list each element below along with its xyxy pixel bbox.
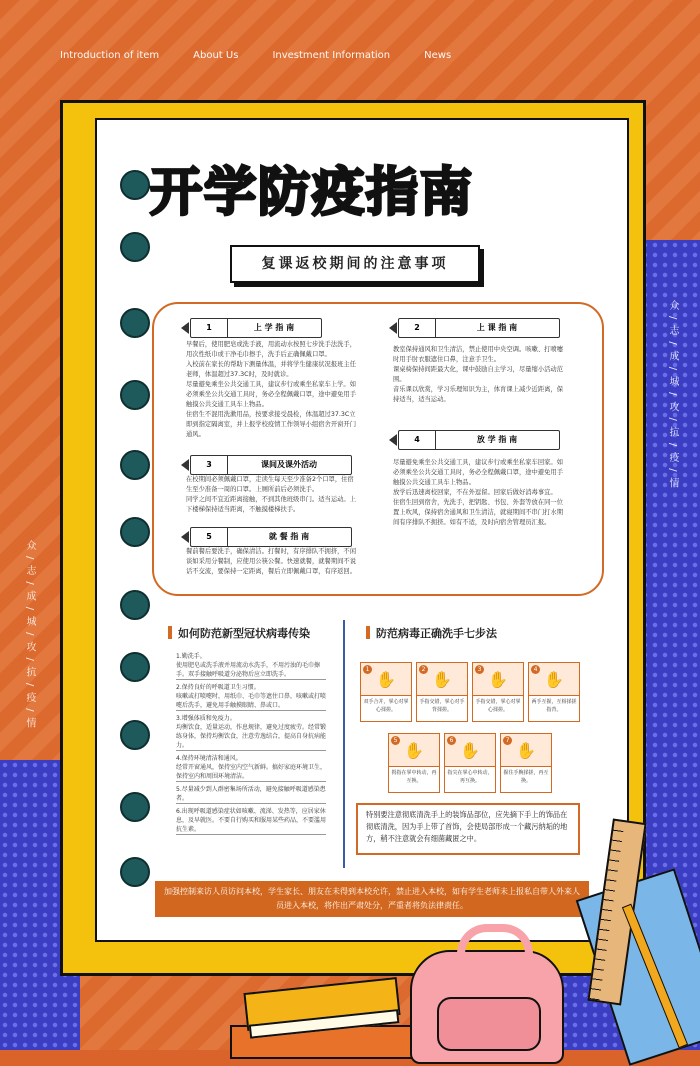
prevention-item: 经常开窗通风，保持室内空气新鲜。搞好家庭环境卫生，保持室内和周围环境清洁。 [176,764,327,780]
hands-icon: ✋ [417,663,467,696]
prevention-item: 3.增强体质和免疫力。 [176,715,236,722]
handwash-tip: 特别要注意彻底清洗手上的装饰品部位，应先摘下手上的饰品在彻底清洗，因为手上带了首饰，会使局部形成一个藏污纳垢的地方，稍不注意就会有细菌藏匿之中。 [356,803,580,855]
section-2-number: 2 [399,319,436,337]
section-4-header [398,430,560,450]
section-2-header [398,318,560,338]
nav-item-about[interactable]: About Us [193,50,239,61]
hands-icon: ✋ [473,663,523,696]
step-number: 2 [419,665,428,674]
handwash-title: 防范病毒正确洗手七步法 [376,627,497,640]
hands-icon: ✋ [501,734,551,767]
step-number: 3 [475,665,484,674]
section-5-text: 餐前餐后要洗手，确保清洁。打餐时，有序排队不拥挤，不闲谈如采用分餐制，应使用公筷公餐。快速就餐，就餐期间不说话不交流，要保持一定距离，餐后立即佩戴口罩，有序返回。 [186,548,357,575]
prevention-item: 使用肥皂或洗手液并用流动水洗手，不用污浊的毛巾擦手。双手接触呼吸道分泌物后应立即洗手。 [176,661,326,680]
prevention-title-bar [168,626,172,639]
section-4-text: 尽量避免乘坐公共交通工具，建议步行或乘坐私家车回家。如必须乘坐公共交通工具时，务必全程佩戴口罩，途中避免用手触摸公共交通工具车上物品。 放学后迅速离校回家，不在外逗留。回家后做好消毒事宜。 住宿生回到宿舍，先洗手，把钥匙、书包、外套等放在同一位置上吹风，保持宿舍通风和卫生清洁，就寝期间不串门打水期间有序排队不拥挤。如有不适，及时向宿舍管理员汇报。 [393,459,564,526]
side-slogan-right: 众/志/成/城/攻/抗/疫/情 [667,300,678,494]
ring [120,517,150,547]
handwash-step-3 [472,662,524,722]
section-2-text: 教室保持通风和卫生清洁，禁止使用中央空调。咳嗽、打喷嚏时用手肘衣服遮住口鼻，注意手卫生。 课桌椅保持间距最大化，课中鼓励自主学习，尽量缩小活动范围。 音乐课以欣赏，学习乐理知识为主，体育课上减少近距离，保持适当，适当运动。 [393,346,564,403]
handwash-step-4 [528,662,580,722]
footer-notice: 加强控制来访人员访问本校，学生家长、朋友在未得到本校允许，禁止进入本校，如有学生老师未上报私自带人外来人员进入本校，将作出严肃处分，严重者将负法律责任。 [155,881,589,917]
nav-item-intro[interactable]: Introduction of item [60,50,160,61]
ring [120,590,150,620]
step-caption: 手指交错，掌心对掌心揉搓。 [475,699,521,713]
ring [120,232,150,262]
step-caption: 握住手腕揉搓，再互换。 [503,770,549,784]
ring [120,720,150,750]
handwash-step-7 [500,733,552,793]
section-5-header [190,527,352,547]
hands-icon: ✋ [389,734,439,767]
handwash-title-bar [366,626,370,639]
step-caption: 拇指在掌中转动，再互换。 [391,770,437,784]
prevention-item: 1.勤洗手。 [176,653,206,660]
hands-icon: ✋ [529,663,579,696]
prevention-title: 如何防范新型冠状病毒传染 [178,627,310,640]
step-caption: 两手互握，互相揉搓指背。 [531,699,577,713]
section-1-number: 1 [191,319,228,337]
section-4-label: 放 学 指 南 [476,435,518,444]
top-nav [60,50,451,61]
step-number: 5 [391,736,400,745]
backpack-illustration [410,950,564,1064]
section-3-label: 课间及课外活动 [261,460,317,469]
section-3-header [190,455,352,475]
section-5-number: 5 [191,528,228,546]
step-number: 1 [363,665,372,674]
step-caption: 指尖在掌心中转动，再互换。 [447,770,493,784]
ring [120,652,150,682]
prevention-item: 2.保持良好的呼吸道卫生习惯。 [176,684,260,691]
ring [120,308,150,338]
step-caption: 手指交错，掌心对手背揉搓。 [419,699,465,713]
ring [120,792,150,822]
handwash-step-6 [444,733,496,793]
page-title: 开学防疫指南 [150,163,475,223]
ring [120,857,150,887]
handwash-step-2 [416,662,468,722]
section-2-label: 上 课 指 南 [476,323,518,332]
side-slogan-left: 众/志/成/城/攻/抗/疫/情 [24,540,35,734]
step-caption: 双手合并，掌心对掌心揉搓。 [363,699,409,713]
handwash-step-5 [388,733,440,793]
step-number: 6 [447,736,456,745]
ring [120,450,150,480]
hands-icon: ✋ [445,734,495,767]
column-divider [343,620,345,868]
section-3-number: 3 [191,456,228,474]
step-number: 7 [503,736,512,745]
nav-item-news[interactable]: News [424,50,452,61]
prevention-item: 6.出现呼吸道感染症状如咳嗽、流涕、发热等，应居家休息，及早就医。不要自行购买和服用某些药品，不要滥用抗生素。 [176,808,327,833]
section-4-number: 4 [399,431,436,449]
hands-icon: ✋ [361,663,411,696]
prevention-list [176,652,326,838]
handwash-step-1 [360,662,412,722]
nav-item-investment[interactable]: Investment Information [272,50,391,61]
ring [120,170,150,200]
prevention-item: 均衡饮食，适量运动，作息规律，避免过度疲劳。经常锻练身体，保持均衡饮食，注意劳逸结合，提高自身抗病能力。 [176,724,327,749]
prevention-item: 5.尽量减少到人群密集场所活动，避免接触呼吸道感染患者。 [176,786,326,802]
section-5-label: 就 餐 指 南 [268,532,310,541]
section-3-text: 在校期间必须佩戴口罩，走读生每天至少准备2个口罩，住宿生至少准备一周的口罩。上厕所前后必须洗手。 同学之间不宜近距离接触，不到其他班级串门。适当运动。上下楼梯保持适当距离，不触摸楼梯扶手。 [186,476,357,513]
section-1-header [190,318,322,338]
page-subtitle: 复课返校期间的注意事项 [230,245,480,283]
ring [120,380,150,410]
section-1-text: 早餐后，使用肥皂或洗手液，用流动水按照七步洗手法洗手，用次性纸巾或干净毛巾擦手，洗手后正确佩戴口罩。 入校前在家长的帮助下测量体温，并将学生健康状况报班主任老师，体温超过37.3C时，及时就诊。 尽量避免乘坐公共交通工具，建议步行或乘坐私家车上学。如必须乘坐公共交通工具时，务必全程佩戴口罩，途中避免用手触摸公共交通工具车上物品。 住宿生不混用洗漱用品，按要求接受晨检，体温超过37.3C立即到指定隔离室，并上报学校疫情工作领导小组宿舍开窗开门通风。 [186,341,357,438]
step-number: 4 [531,665,540,674]
section-1-label: 上 学 指 南 [253,323,295,332]
prevention-item: 咳嗽或打喷嚏时，用纸巾、毛巾等遮住口鼻，咳嗽或打喷嚏后洗手，避免用手触摸眼睛、鼻或口。 [176,693,327,709]
prevention-item: 4.保持环境清洁和通风。 [176,755,242,762]
